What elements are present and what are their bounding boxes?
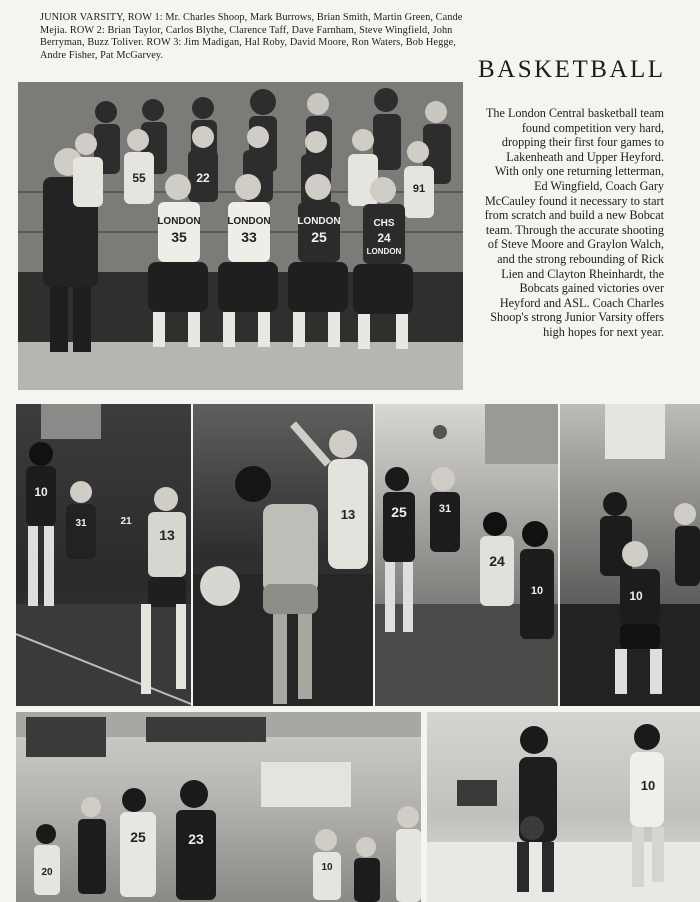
svg-text:CHS: CHS xyxy=(373,218,395,229)
story-text: The London Central basketball team found competition very hard, dropping their first four games to Lakenheath and Upper Heyford. With only one returning letterman, Ed Wingfield, Coach Gary McCauley found it necessary to start from scratch and build a new Bobcat team. Through the accurate shooting of Steve Moore and Graylon Walch, and the strong rebounding of Rick Lien and Clayton Rheinhardt, the Bobcats gained victories over Heyford and ASL. Coach Charles Shoop's strong Junior Varsity offers high hopes for next year. xyxy=(484,106,664,339)
svg-text:22: 22 xyxy=(196,171,210,185)
svg-text:10: 10 xyxy=(629,589,643,603)
svg-text:10: 10 xyxy=(530,585,544,597)
action-photo-3-art xyxy=(375,404,558,706)
svg-text:10: 10 xyxy=(640,778,656,793)
action-photo-5 xyxy=(16,712,421,902)
action-photo-4 xyxy=(560,404,700,706)
svg-text:31: 31 xyxy=(438,503,452,515)
svg-text:LONDON: LONDON xyxy=(227,216,271,227)
svg-text:24: 24 xyxy=(489,553,505,569)
svg-text:10: 10 xyxy=(321,862,333,873)
page-title: BASKETBALL xyxy=(478,56,666,83)
svg-text:LONDON: LONDON xyxy=(366,247,402,256)
svg-text:35: 35 xyxy=(171,229,187,245)
action-photo-2 xyxy=(193,404,373,706)
svg-text:25: 25 xyxy=(311,229,327,245)
action-photo-6-art xyxy=(427,712,700,902)
action-photo-6 xyxy=(427,712,700,902)
svg-text:13: 13 xyxy=(159,527,175,543)
action-photo-5-art xyxy=(16,712,421,902)
action-photo-1 xyxy=(16,404,191,706)
svg-text:25: 25 xyxy=(391,504,407,520)
action-photo-3 xyxy=(375,404,558,706)
svg-text:24: 24 xyxy=(377,231,391,245)
svg-text:13: 13 xyxy=(340,507,356,522)
action-photo-1-art xyxy=(16,404,191,706)
svg-text:55: 55 xyxy=(132,171,146,185)
svg-text:23: 23 xyxy=(188,831,204,847)
svg-text:20: 20 xyxy=(41,867,53,878)
svg-text:10: 10 xyxy=(34,485,48,499)
action-photo-2-art xyxy=(193,404,373,706)
svg-text:21: 21 xyxy=(120,516,132,527)
svg-text:33: 33 xyxy=(241,229,257,245)
svg-text:91: 91 xyxy=(412,183,426,195)
team-photo xyxy=(18,82,463,390)
team-photo-art xyxy=(18,82,463,390)
svg-text:LONDON: LONDON xyxy=(297,216,341,227)
team-roster-caption: JUNIOR VARSITY, ROW 1: Mr. Charles Shoop, Mark Burrows, Brian Smith, Martin Green, Cande Mejia. ROW 2: Brian Taylor, Carlos Blythe, Clarence Taff, Dave Farnham, Steve Wingfield, John Berryman, Buzz Toliver. ROW 3: Jim Madigan, Hal Roby, David Moore, Ron Waters, Bob Hegge, Andre Fisher, Pat McGarvey. xyxy=(40,12,463,61)
jersey-number: LONDON xyxy=(157,216,201,227)
action-photo-4-art xyxy=(560,404,700,706)
svg-text:25: 25 xyxy=(130,829,146,845)
svg-text:31: 31 xyxy=(75,518,87,529)
